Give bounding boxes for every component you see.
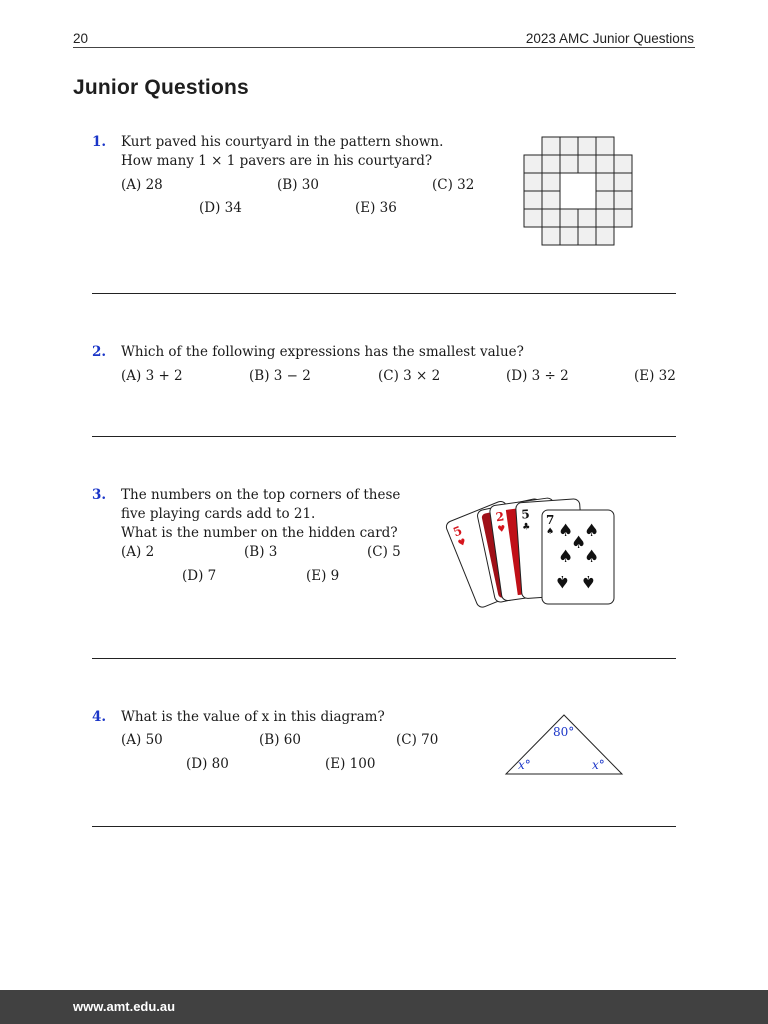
card-corner-number: 5 xyxy=(451,523,465,540)
question-separator xyxy=(92,436,676,437)
option-b[interactable]: (B) 3 xyxy=(244,544,278,560)
paver-tile xyxy=(614,173,632,191)
spade-icon: ♠ xyxy=(584,547,600,567)
question-number: 3. xyxy=(92,487,107,503)
spade-icon: ♠ xyxy=(558,521,574,541)
question-separator xyxy=(92,658,676,659)
footer-bar xyxy=(0,990,768,1024)
paver-tile xyxy=(614,191,632,209)
right-angle-label: x° xyxy=(592,758,605,772)
option-a[interactable]: (A) 50 xyxy=(121,732,163,748)
option-a[interactable]: (A) 28 xyxy=(121,177,163,193)
running-header-title: 2023 AMC Junior Questions xyxy=(525,31,694,46)
question-text-line: What is the value of x in this diagram? xyxy=(121,709,385,725)
paver-tile xyxy=(524,191,542,209)
paver-tile xyxy=(578,155,596,173)
paver-tile xyxy=(578,227,596,245)
spade-icon: ♠ xyxy=(554,571,570,591)
paver-tile xyxy=(560,227,578,245)
paver-tile xyxy=(560,209,578,227)
paver-grid xyxy=(524,137,632,245)
paver-tile xyxy=(560,155,578,173)
paver-tile xyxy=(524,173,542,191)
option-b[interactable]: (B) 3 − 2 xyxy=(249,368,311,384)
option-e[interactable]: (E) 100 xyxy=(325,756,376,772)
page-title: Junior Questions xyxy=(73,76,249,99)
paver-tile xyxy=(542,227,560,245)
heart-icon: ♥ xyxy=(496,524,507,536)
option-d[interactable]: (D) 3 ÷ 2 xyxy=(506,368,569,384)
triangle-diagram xyxy=(500,710,628,780)
footer-url: www.amt.edu.au xyxy=(73,999,176,1014)
question-text-line: The numbers on the top corners of these xyxy=(121,487,401,503)
option-c[interactable]: (C) 32 xyxy=(432,177,475,193)
club-icon: ♣ xyxy=(521,522,531,533)
option-c[interactable]: (C) 3 × 2 xyxy=(378,368,441,384)
option-c[interactable]: (C) 70 xyxy=(396,732,439,748)
top-angle-label: 80° xyxy=(553,725,575,739)
spade-icon: ♠ xyxy=(558,547,574,567)
question-text-line: Which of the following expressions has the smallest value? xyxy=(121,344,524,360)
paver-tile xyxy=(578,209,596,227)
question-text-line: How many 1 × 1 pavers are in his courtyard? xyxy=(121,153,433,169)
option-d[interactable]: (D) 34 xyxy=(199,200,242,216)
question-number: 1. xyxy=(92,134,107,150)
courtyard-paver-diagram xyxy=(520,134,642,246)
paver-tile xyxy=(542,173,560,191)
card-corner-number: 2 xyxy=(494,509,506,525)
page-number: 20 xyxy=(73,31,89,46)
paver-tile xyxy=(596,155,614,173)
playing-card-4 xyxy=(542,510,614,604)
spade-icon: ♠ xyxy=(580,571,596,591)
question-text-line: What is the number on the hidden card? xyxy=(121,525,398,541)
spade-icon: ♠ xyxy=(571,533,587,553)
paver-tile xyxy=(542,209,560,227)
paver-tile xyxy=(542,137,560,155)
paver-tile xyxy=(560,137,578,155)
paver-tile xyxy=(596,209,614,227)
option-e[interactable]: (E) 9 xyxy=(306,568,340,584)
card-corner-number: 5 xyxy=(520,507,531,522)
option-a[interactable]: (A) 2 xyxy=(121,544,155,560)
spade-icon: ♠ xyxy=(584,521,600,541)
paver-tile xyxy=(542,191,560,209)
question-number: 4. xyxy=(92,709,107,725)
option-a[interactable]: (A) 3 + 2 xyxy=(121,368,183,384)
option-d[interactable]: (D) 80 xyxy=(186,756,229,772)
playing-cards-illustration xyxy=(451,484,632,612)
paver-tile xyxy=(614,155,632,173)
heart-icon: ♥ xyxy=(456,537,468,550)
option-b[interactable]: (B) 60 xyxy=(259,732,301,748)
paver-tile xyxy=(596,173,614,191)
paver-tile xyxy=(596,137,614,155)
question-text-line: five playing cards add to 21. xyxy=(121,506,316,522)
option-d[interactable]: (D) 7 xyxy=(182,568,217,584)
header-rule xyxy=(73,47,695,48)
question-separator xyxy=(92,293,676,294)
left-angle-label: x° xyxy=(518,758,531,772)
option-e[interactable]: (E) 36 xyxy=(355,200,397,216)
paver-tile xyxy=(596,191,614,209)
paver-tile xyxy=(524,155,542,173)
option-e[interactable]: (E) 32 xyxy=(634,368,676,384)
question-separator xyxy=(92,826,676,827)
spade-icon: ♠ xyxy=(546,527,555,537)
paver-tile xyxy=(578,137,596,155)
paver-tile xyxy=(596,227,614,245)
option-b[interactable]: (B) 30 xyxy=(277,177,319,193)
card-corner-number: 7 xyxy=(546,513,555,527)
paver-tile xyxy=(614,209,632,227)
paver-tile xyxy=(542,155,560,173)
option-c[interactable]: (C) 5 xyxy=(367,544,401,560)
paver-tile xyxy=(524,209,542,227)
question-text-line: Kurt paved his courtyard in the pattern shown. xyxy=(121,134,444,150)
question-number: 2. xyxy=(92,344,107,360)
